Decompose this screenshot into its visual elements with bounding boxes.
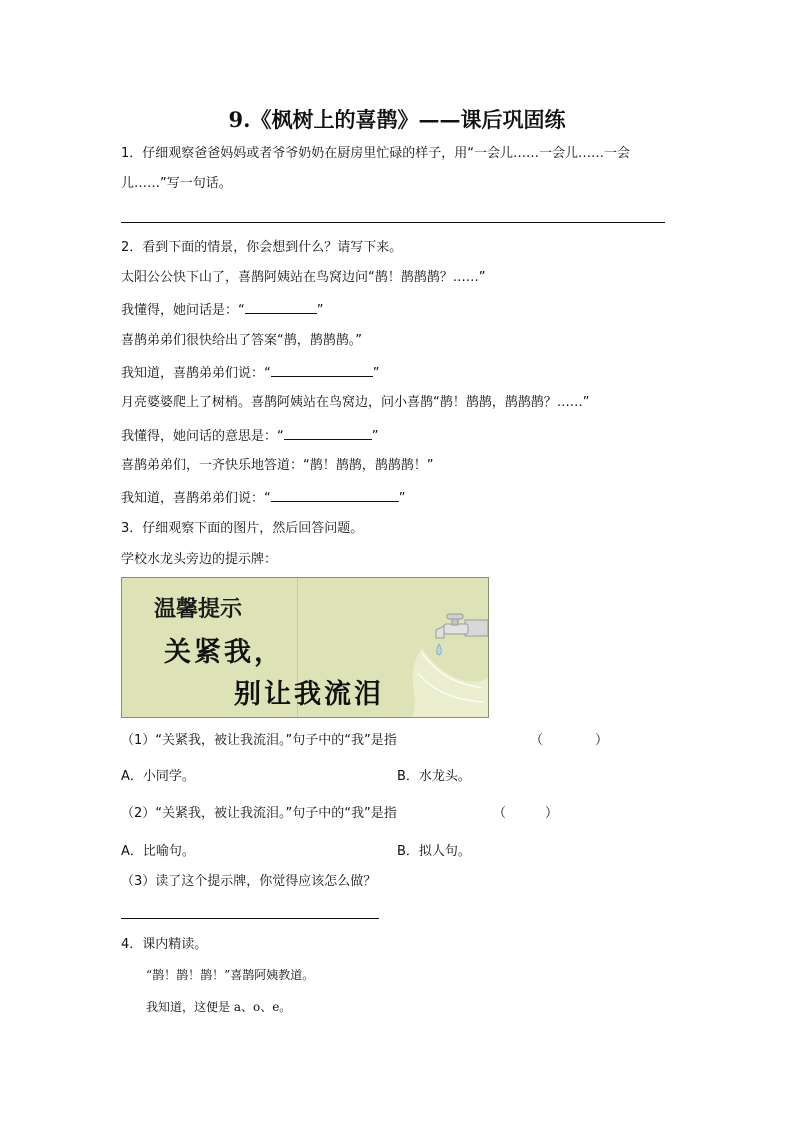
question-2-answer-2 (121, 364, 380, 382)
answer-4-prefix: 我知道，喜鹊弟弟们说：“ (121, 491, 271, 506)
answer-blank-3[interactable] (284, 427, 372, 440)
option-2a[interactable]: A．比喻句。 (121, 844, 195, 859)
reading-line-2: 我知道，这便是 a、o、e。 (146, 1000, 292, 1014)
sign-line-1: 关紧我， (164, 637, 284, 668)
reminder-sign-image (121, 577, 489, 718)
page-title: 9.《枫树上的喜鹊》——课后巩固练 (228, 107, 566, 132)
question-2-prompt: 2．看到下面的情景，你会想到什么？请写下来。 (121, 240, 403, 255)
answer-paren-2[interactable]: （ ） (493, 806, 559, 821)
answer-3-suffix: ” (371, 429, 379, 444)
question-3-sub-3: （3）读了这个提示牌，你觉得应该怎么做？ (121, 874, 377, 889)
question-2-answer-1 (121, 301, 324, 319)
answer-line-q1[interactable] (121, 222, 665, 223)
question-1-line-2: 儿……”写一句话。 (121, 176, 232, 191)
question-2-scene-4: 喜鹊弟弟们，一齐快乐地答道：“鹊！鹊鹊，鹊鹊鹊！” (121, 458, 434, 473)
question-2-scene-2: 喜鹊弟弟们很快给出了答案“鹊，鹊鹊鹊。” (121, 333, 362, 348)
answer-2-suffix: ” (372, 366, 380, 381)
question-2-answer-4 (121, 489, 406, 507)
answer-paren-1[interactable]: （ ） (530, 733, 609, 748)
question-2-scene-3: 月亮婆婆爬上了树梢。喜鹊阿姨站在鸟窝边，问小喜鹊“鹊！鹊鹊，鹊鹊鹊？……” (121, 395, 590, 410)
option-1a[interactable]: A．小同学。 (121, 769, 195, 784)
answer-1-suffix: ” (316, 303, 324, 318)
answer-1-prefix: 我懂得，她问话是：“ (121, 303, 245, 318)
question-3-sub-1: （1）“关紧我，被让我流泪。”句子中的“我”是指 (121, 733, 397, 748)
option-2b[interactable]: B．拟人句。 (397, 844, 471, 859)
answer-line-q3-3[interactable] (121, 918, 379, 919)
question-2-answer-3 (121, 427, 379, 445)
option-1b[interactable]: B．水龙头。 (397, 769, 471, 784)
answer-3-prefix: 我懂得，她问话的意思是：“ (121, 429, 284, 444)
answer-blank-2[interactable] (271, 364, 373, 377)
question-4-prompt: 4．课内精读。 (121, 937, 208, 952)
answer-blank-4[interactable] (271, 489, 399, 502)
question-3-sub-2: （2）“关紧我，被让我流泪。”句子中的“我”是指 (121, 806, 397, 821)
question-1-line-1: 1．仔细观察爸爸妈妈或者爷爷奶奶在厨房里忙碌的样子，用“一会儿……一会儿……一会 (121, 146, 631, 161)
reading-line-1: “鹊！鹊！鹊！”喜鹊阿姨教道。 (146, 968, 315, 982)
sign-heading: 温馨提示 (154, 597, 243, 622)
answer-2-prefix: 我知道，喜鹊弟弟们说：“ (121, 366, 271, 381)
question-2-scene-1: 太阳公公快下山了，喜鹊阿姨站在鸟窝边问“鹊！鹊鹊鹊？……” (121, 270, 486, 285)
sign-line-2: 别让我流泪 (234, 679, 384, 710)
answer-4-suffix: ” (398, 491, 406, 506)
question-3-prompt: 3．仔细观察下面的图片，然后回答问题。 (121, 521, 364, 536)
question-3-intro: 学校水龙头旁边的提示牌： (121, 552, 278, 567)
answer-blank-1[interactable] (245, 301, 317, 314)
